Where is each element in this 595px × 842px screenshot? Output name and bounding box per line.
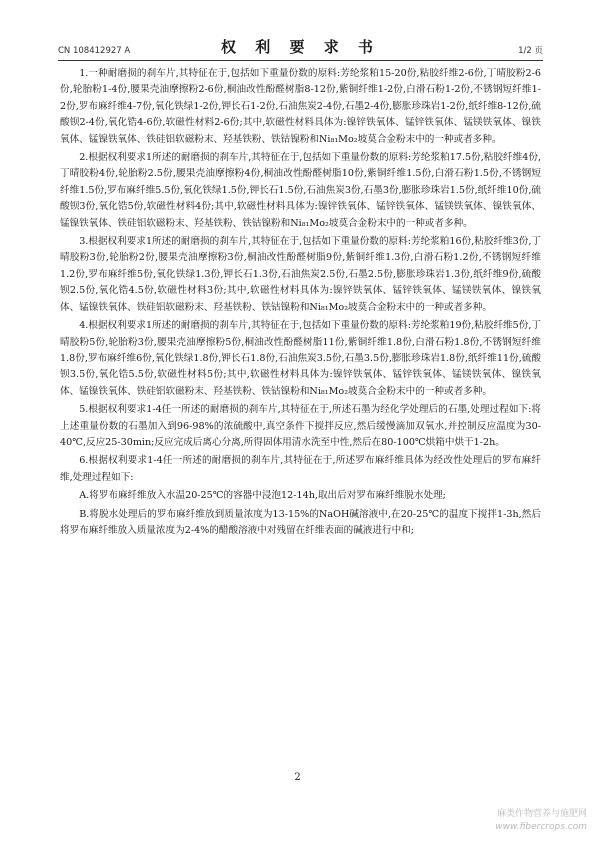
site-watermark	[495, 808, 587, 834]
claim-2: 2.根据权利要求1所述的耐磨损的刹车片,其特征在于,包括如下重量份数的原料:芳纶浆粕17.5份,粘胶纤维4份,丁晴胶粉4份,轮胎粉2.5份,腰果壳油摩擦粉4份,桐油改性酚醛树脂10份,紫铜纤维1.5份,白滑石粉1.5份,不锈钢短纤维1.5份,罗布麻纤维5.5份,氧化铁绿1.5份,钾长石1.5份,石油焦炭3份,石墨3份,膨胀珍珠岩1.5份,纸纤维10份,硫酸钡3份,氧化锆5份,软磁性材料4份;其中,软磁性材料具体为:镍锌铁氧体、锰锌铁氧体、锰镁铁氧体、镍铁氧体、锰镍铁氧体、铁硅铝软磁粉末、羟基铁粉、铁钴镍粉和Ni₈₁Mo₂坡莫合金粉末中的一种或者多种。	[60, 152, 541, 229]
watermark-site-name: 麻类作物营养与施肥网	[496, 809, 587, 819]
claims-body	[60, 66, 541, 541]
claim-6-step-b: B.将脱水处理后的罗布麻纤维放到质量浓度为13-15%的NaOH碱溶液中,在20-25℃的温度下搅拌1-3h,然后将罗布麻纤维放入质量浓度为2-4%的醋酸溶液中对残留在纤维表面的碱液进行中和;	[60, 508, 541, 536]
claim-6-step-a: A.将罗布麻纤维放入水温20-25℃的容器中浸泡12-14h,取出后对罗布麻纤维脱水处理;	[79, 490, 446, 502]
claim-6: 6.根据权利要求1-4任一所述的耐磨损的刹车片,其特征在于,所述罗布麻纤维具体为经改性处理后的罗布麻纤维,处理过程如下:	[60, 455, 541, 483]
page-header	[58, 36, 543, 61]
document-title: 权 利 要 求 书	[221, 38, 380, 56]
claim-1: 1.一种耐磨损的刹车片,其特征在于,包括如下重量份数的原料:芳纶浆粕15-20份,粘胶纤维2-6份,丁晴胶粉2-6份,轮胎粉1-4份,腰果壳油摩擦粉2-6份,桐油改性酚醛树脂8-12份,紫铜纤维1-2份,白滑石粉1-2份,不锈钢短纤维1-2份,罗布麻纤维4-7份,氧化铁绿1-2份,钾长石1-2份,石油焦炭2-4份,石墨2-4份,膨胀珍珠岩1-2份,纸纤维8-12份,硫酸钡2-4份,氧化锆4-6份,软磁性材料2-6份;其中,软磁性材料具体为:镍锌铁氧体、锰锌铁氧体、锰镁铁氧体、镍铁氧体、锰镍铁氧体、铁硅铝软磁粉末、羟基铁粉、铁钴镍粉和Ni₈₁Mo₂坡莫合金粉末中的一种或者多种。	[60, 68, 541, 145]
page-number: 2	[294, 772, 301, 783]
publication-number: CN 108412927 A	[58, 46, 131, 56]
claim-5: 5.根据权利要求1-4任一所述的耐磨损的刹车片,其特征在于,所述石墨为经化学处理后的石墨,处理过程如下:将上述重量份数的石墨加入到96-98%的浓硫酸中,真空条件下搅拌反应,然后缓慢滴加双氧水,并控制反应温度为30-40℃,反应25-30min;反应完成后离心分离,所得固体用清水洗至中性,然后在80-100℃烘箱中烘干1-2h。	[60, 404, 541, 448]
claim-4: 4.根据权利要求1所述的耐磨损的刹车片,其特征在于,包括如下重量份数的原料:芳纶浆粕19份,粘胶纤维5份,丁晴胶粉5份,轮胎粉3份,腰果壳油摩擦粉5份,桐油改性酚醛树脂11份,紫铜纤维1.8份,白滑石粉1.8份,不锈钢短纤维1.8份,罗布麻纤维6份,氧化铁绿1.8份,钾长石1.8份,石油焦炭3.5份,石墨3.5份,膨胀珍珠岩1.8份,纸纤维11份,硫酸钡3.5份,氧化锆5.5份,软磁性材料5份;其中,软磁性材料具体为:镍锌铁氧体、锰锌铁氧体、锰镁铁氧体、镍铁氧体、锰镍铁氧体、铁硅铝软磁粉末、羟基铁粉、铁钴镍粉和Ni₈₁Mo₂坡莫合金粉末中的一种或者多种。	[60, 320, 541, 397]
watermark-url: www.fibercrops.com	[495, 822, 587, 832]
claim-3: 3.根据权利要求1所述的耐磨损的刹车片,其特征在于,包括如下重量份数的原料:芳纶浆粕16份,粘胶纤维3份,丁晴胶粉3份,轮胎粉2份,腰果壳油摩擦粉3份,桐油改性酚醛树脂9份,紫铜纤维1.3份,白滑石粉1.2份,不锈钢短纤维1.2份,罗布麻纤维5份,氧化铁绿1.3份,钾长石1.3份,石油焦炭2.5份,石墨2.5份,膨胀珍珠岩1.3份,纸纤维9份,硫酸钡2.5份,氧化锆4.5份,软磁性材料3份;其中,软磁性材料具体为:镍锌铁氧体、锰锌铁氧体、锰镁铁氧体、镍铁氧体、锰镍铁氧体、铁硅铝软磁粉末、羟基铁粉、铁钴镍粉和Ni₈₁Mo₂坡莫合金粉末中的一种或者多种。	[60, 236, 541, 313]
page-info: 1/2 页	[518, 46, 543, 56]
